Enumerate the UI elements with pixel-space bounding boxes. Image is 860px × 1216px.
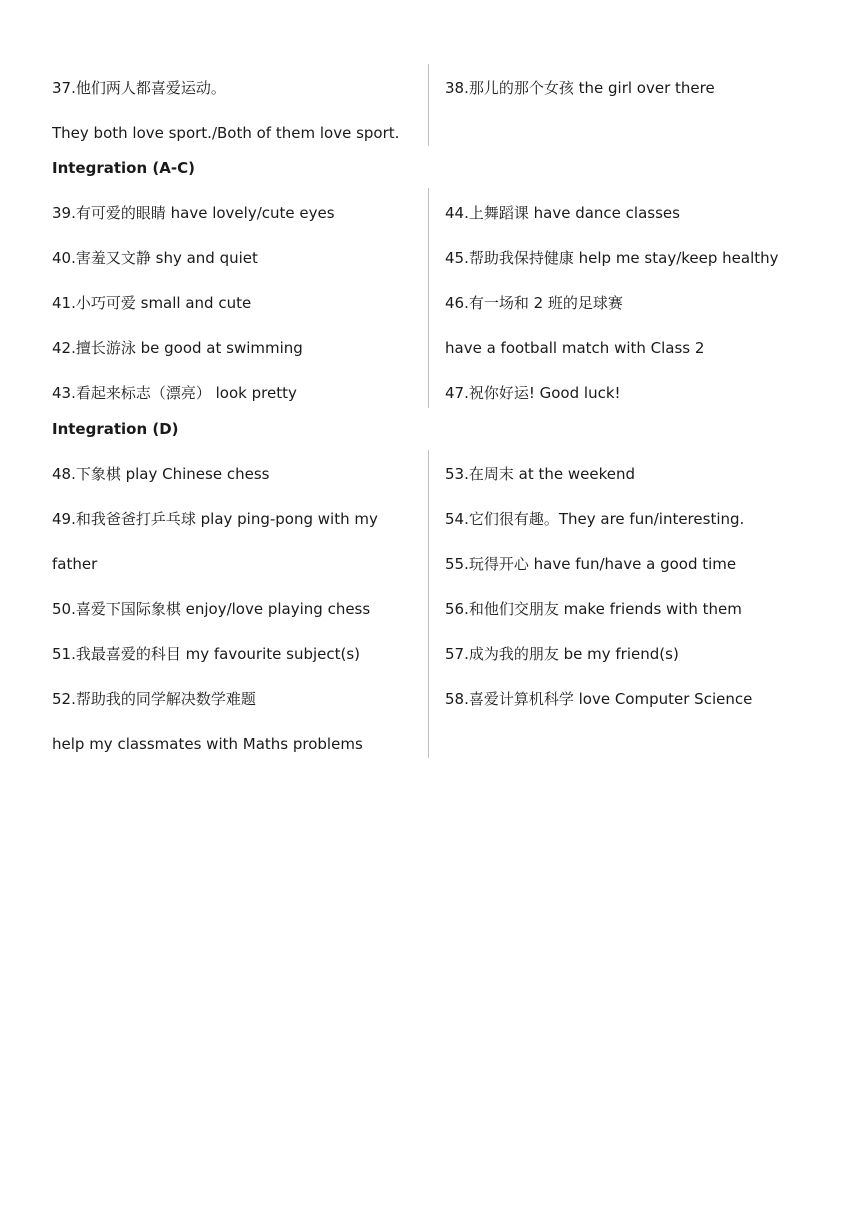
entry-56: 56.和他们交朋友 make friends with them [445, 600, 742, 618]
section-39-47 [52, 191, 792, 416]
entry-52: 52.帮助我的同学解决数学难题 [52, 690, 256, 708]
entry-44: 44.上舞蹈课 have dance classes [445, 204, 680, 222]
entry-42: 42.擅长游泳 be good at swimming [52, 339, 303, 357]
left-column [52, 452, 428, 767]
entry-45: 45.帮助我保持健康 help me stay/keep healthy [445, 249, 779, 267]
entry-37-translation: They both love sport./Both of them love sport. [52, 124, 400, 142]
entry-41: 41.小巧可爱 small and cute [52, 294, 252, 312]
entry-48: 48.下象棋 play Chinese chess [52, 465, 270, 483]
entry-38: 38.那儿的那个女孩 the girl over there [445, 79, 715, 97]
column-divider [428, 64, 429, 146]
entry-54: 54.它们很有趣。They are fun/interesting. [445, 510, 745, 528]
entry-49-continued: father [52, 555, 98, 573]
section-48-58 [52, 452, 792, 767]
right-column [445, 452, 805, 722]
entry-55: 55.玩得开心 have fun/have a good time [445, 555, 737, 573]
entry-40: 40.害羞又文静 shy and quiet [52, 249, 258, 267]
section-37-38 [52, 66, 792, 156]
entry-43: 43.看起来标志（漂亮） look pretty [52, 384, 297, 402]
column-divider [428, 450, 429, 758]
entry-57: 57.成为我的朋友 be my friend(s) [445, 645, 679, 663]
entry-51: 51.我最喜爱的科目 my favourite subject(s) [52, 645, 361, 663]
heading-integration-ac: Integration (A-C) [52, 159, 195, 177]
column-divider [428, 188, 429, 408]
entry-39: 39.有可爱的眼睛 have lovely/cute eyes [52, 204, 335, 222]
heading-integration-d: Integration (D) [52, 420, 179, 438]
entry-46-translation: have a football match with Class 2 [445, 339, 705, 357]
entry-53: 53.在周末 at the weekend [445, 465, 635, 483]
left-column [52, 66, 428, 156]
entry-50: 50.喜爱下国际象棋 enjoy/love playing chess [52, 600, 371, 618]
right-column [445, 66, 805, 111]
right-column [445, 191, 805, 416]
entry-49: 49.和我爸爸打乒乓球 play ping-pong with my [52, 510, 378, 528]
entry-46: 46.有一场和 2 班的足球赛 [445, 294, 623, 312]
entry-58: 58.喜爱计算机科学 love Computer Science [445, 690, 753, 708]
entry-52-translation: help my classmates with Maths problems [52, 735, 363, 753]
entry-37: 37.他们两人都喜爱运动。 [52, 79, 226, 97]
entry-47: 47.祝你好运! Good luck! [445, 384, 621, 402]
left-column [52, 191, 428, 416]
